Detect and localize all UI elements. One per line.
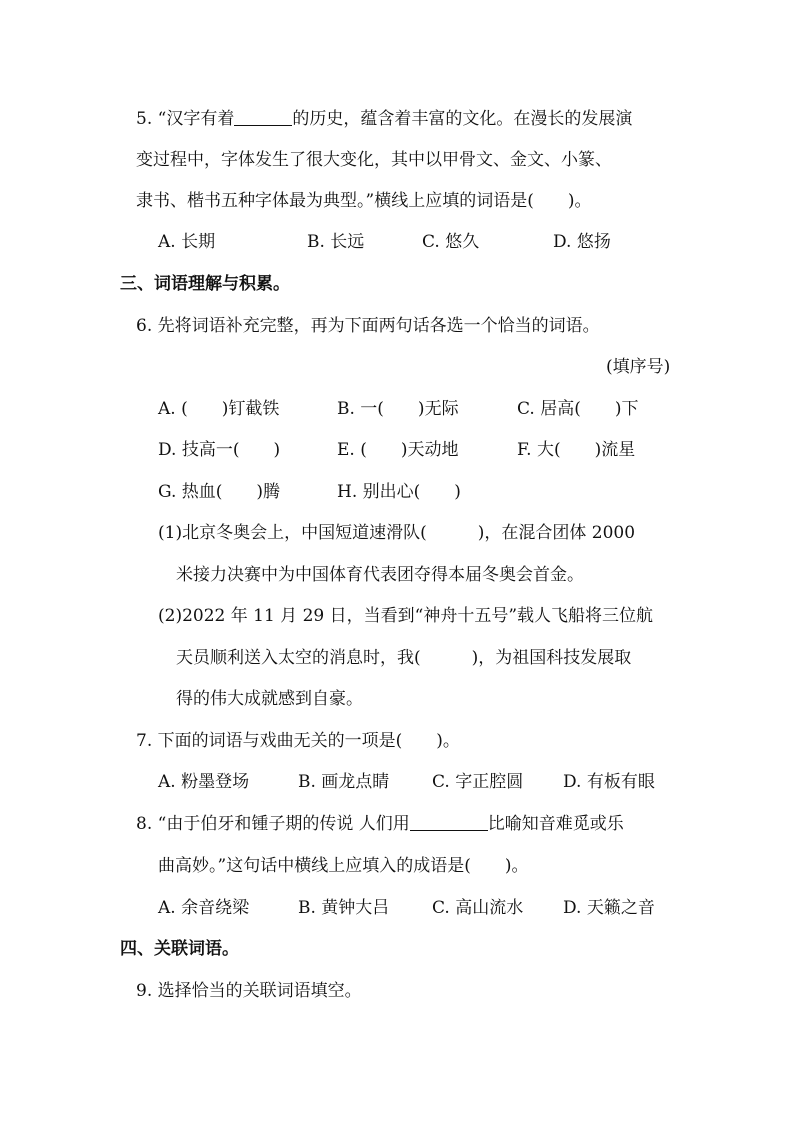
q8-line1-b: 比喻知音难觅或乐 xyxy=(487,814,624,834)
q5-option-c: C. 悠久 xyxy=(422,232,480,252)
q8-option-b: B. 黄钟大吕 xyxy=(298,898,390,918)
q7-option-b: B. 画龙点睛 xyxy=(298,772,390,792)
q6-note: (填序号) xyxy=(606,357,671,377)
q6-sentence-2-line2: 天员顺利送入太空的消息时，我( )，为祖国科技发展取 xyxy=(176,648,632,668)
q8-option-c: C. 高山流水 xyxy=(432,898,524,918)
q9-stem: 9. 选择恰当的关联词语填空。 xyxy=(136,981,362,1001)
q8-option-d: D. 天籁之音 xyxy=(563,898,655,918)
q5-line1 xyxy=(136,108,632,130)
q5-option-b: B. 长远 xyxy=(307,232,365,252)
q5-line1-a: 5. “汉字有着 xyxy=(136,109,235,129)
q6-option-f: F. 大( )流星 xyxy=(517,440,636,460)
q7-option-a: A. 粉墨登场 xyxy=(158,772,250,792)
q8-option-a: A. 余音绕梁 xyxy=(158,898,250,918)
q6-sentence-2-line3: 得的伟大成就感到自豪。 xyxy=(176,689,363,709)
q8-blank xyxy=(410,814,488,831)
q6-option-a: A. ( )钉截铁 xyxy=(158,399,280,419)
q5-line1-b: 的历史，蕴含着丰富的文化。在漫长的发展演 xyxy=(292,109,633,129)
q6-sentence-2-line1: (2)2022 年 11 月 29 日，当看到“神舟十五号”载人飞船将三位航 xyxy=(158,606,654,626)
q7-option-d: D. 有板有眼 xyxy=(563,772,655,792)
q6-option-e: E. ( )天动地 xyxy=(337,440,459,460)
q5-line2: 变过程中，字体发生了很大变化，其中以甲骨文、金文、小篆、 xyxy=(136,150,612,170)
q8-line1-a: 8. “由于伯牙和锺子期的传说 人们用 xyxy=(136,814,410,834)
q8-line1 xyxy=(136,813,624,835)
q6-option-d: D. 技高一( ) xyxy=(158,440,281,460)
q5-option-a: A. 长期 xyxy=(158,232,216,252)
q6-stem: 6. 先将词语补充完整，再为下面两句话各选一个恰当的词语。 xyxy=(136,316,600,336)
q5-option-d: D. 悠扬 xyxy=(553,232,611,252)
q6-option-g: G. 热血( )腾 xyxy=(158,482,281,502)
section-3-heading: 三、词语理解与积累。 xyxy=(120,274,290,294)
q5-blank xyxy=(234,109,292,126)
section-4-heading: 四、关联词语。 xyxy=(120,939,239,959)
q6-sentence-1-line2: 米接力决赛中为中国体育代表团夺得本届冬奥会首金。 xyxy=(176,565,584,585)
q6-option-b: B. 一( )无际 xyxy=(337,399,459,419)
q7-option-c: C. 字正腔圆 xyxy=(432,772,524,792)
q7-stem: 7. 下面的词语与戏曲无关的一项是( )。 xyxy=(136,731,460,751)
q6-option-c: C. 居高( )下 xyxy=(517,399,639,419)
q5-line3: 隶书、楷书五种字体最为典型。”横线上应填的词语是( )。 xyxy=(136,191,592,211)
q8-line2: 曲高妙。”这句话中横线上应填入的成语是( )。 xyxy=(158,856,529,876)
q6-option-h: H. 别出心( ) xyxy=(337,482,461,502)
q6-sentence-1-line1: (1)北京冬奥会上，中国短道速滑队( )，在混合团体 2000 xyxy=(158,523,636,543)
